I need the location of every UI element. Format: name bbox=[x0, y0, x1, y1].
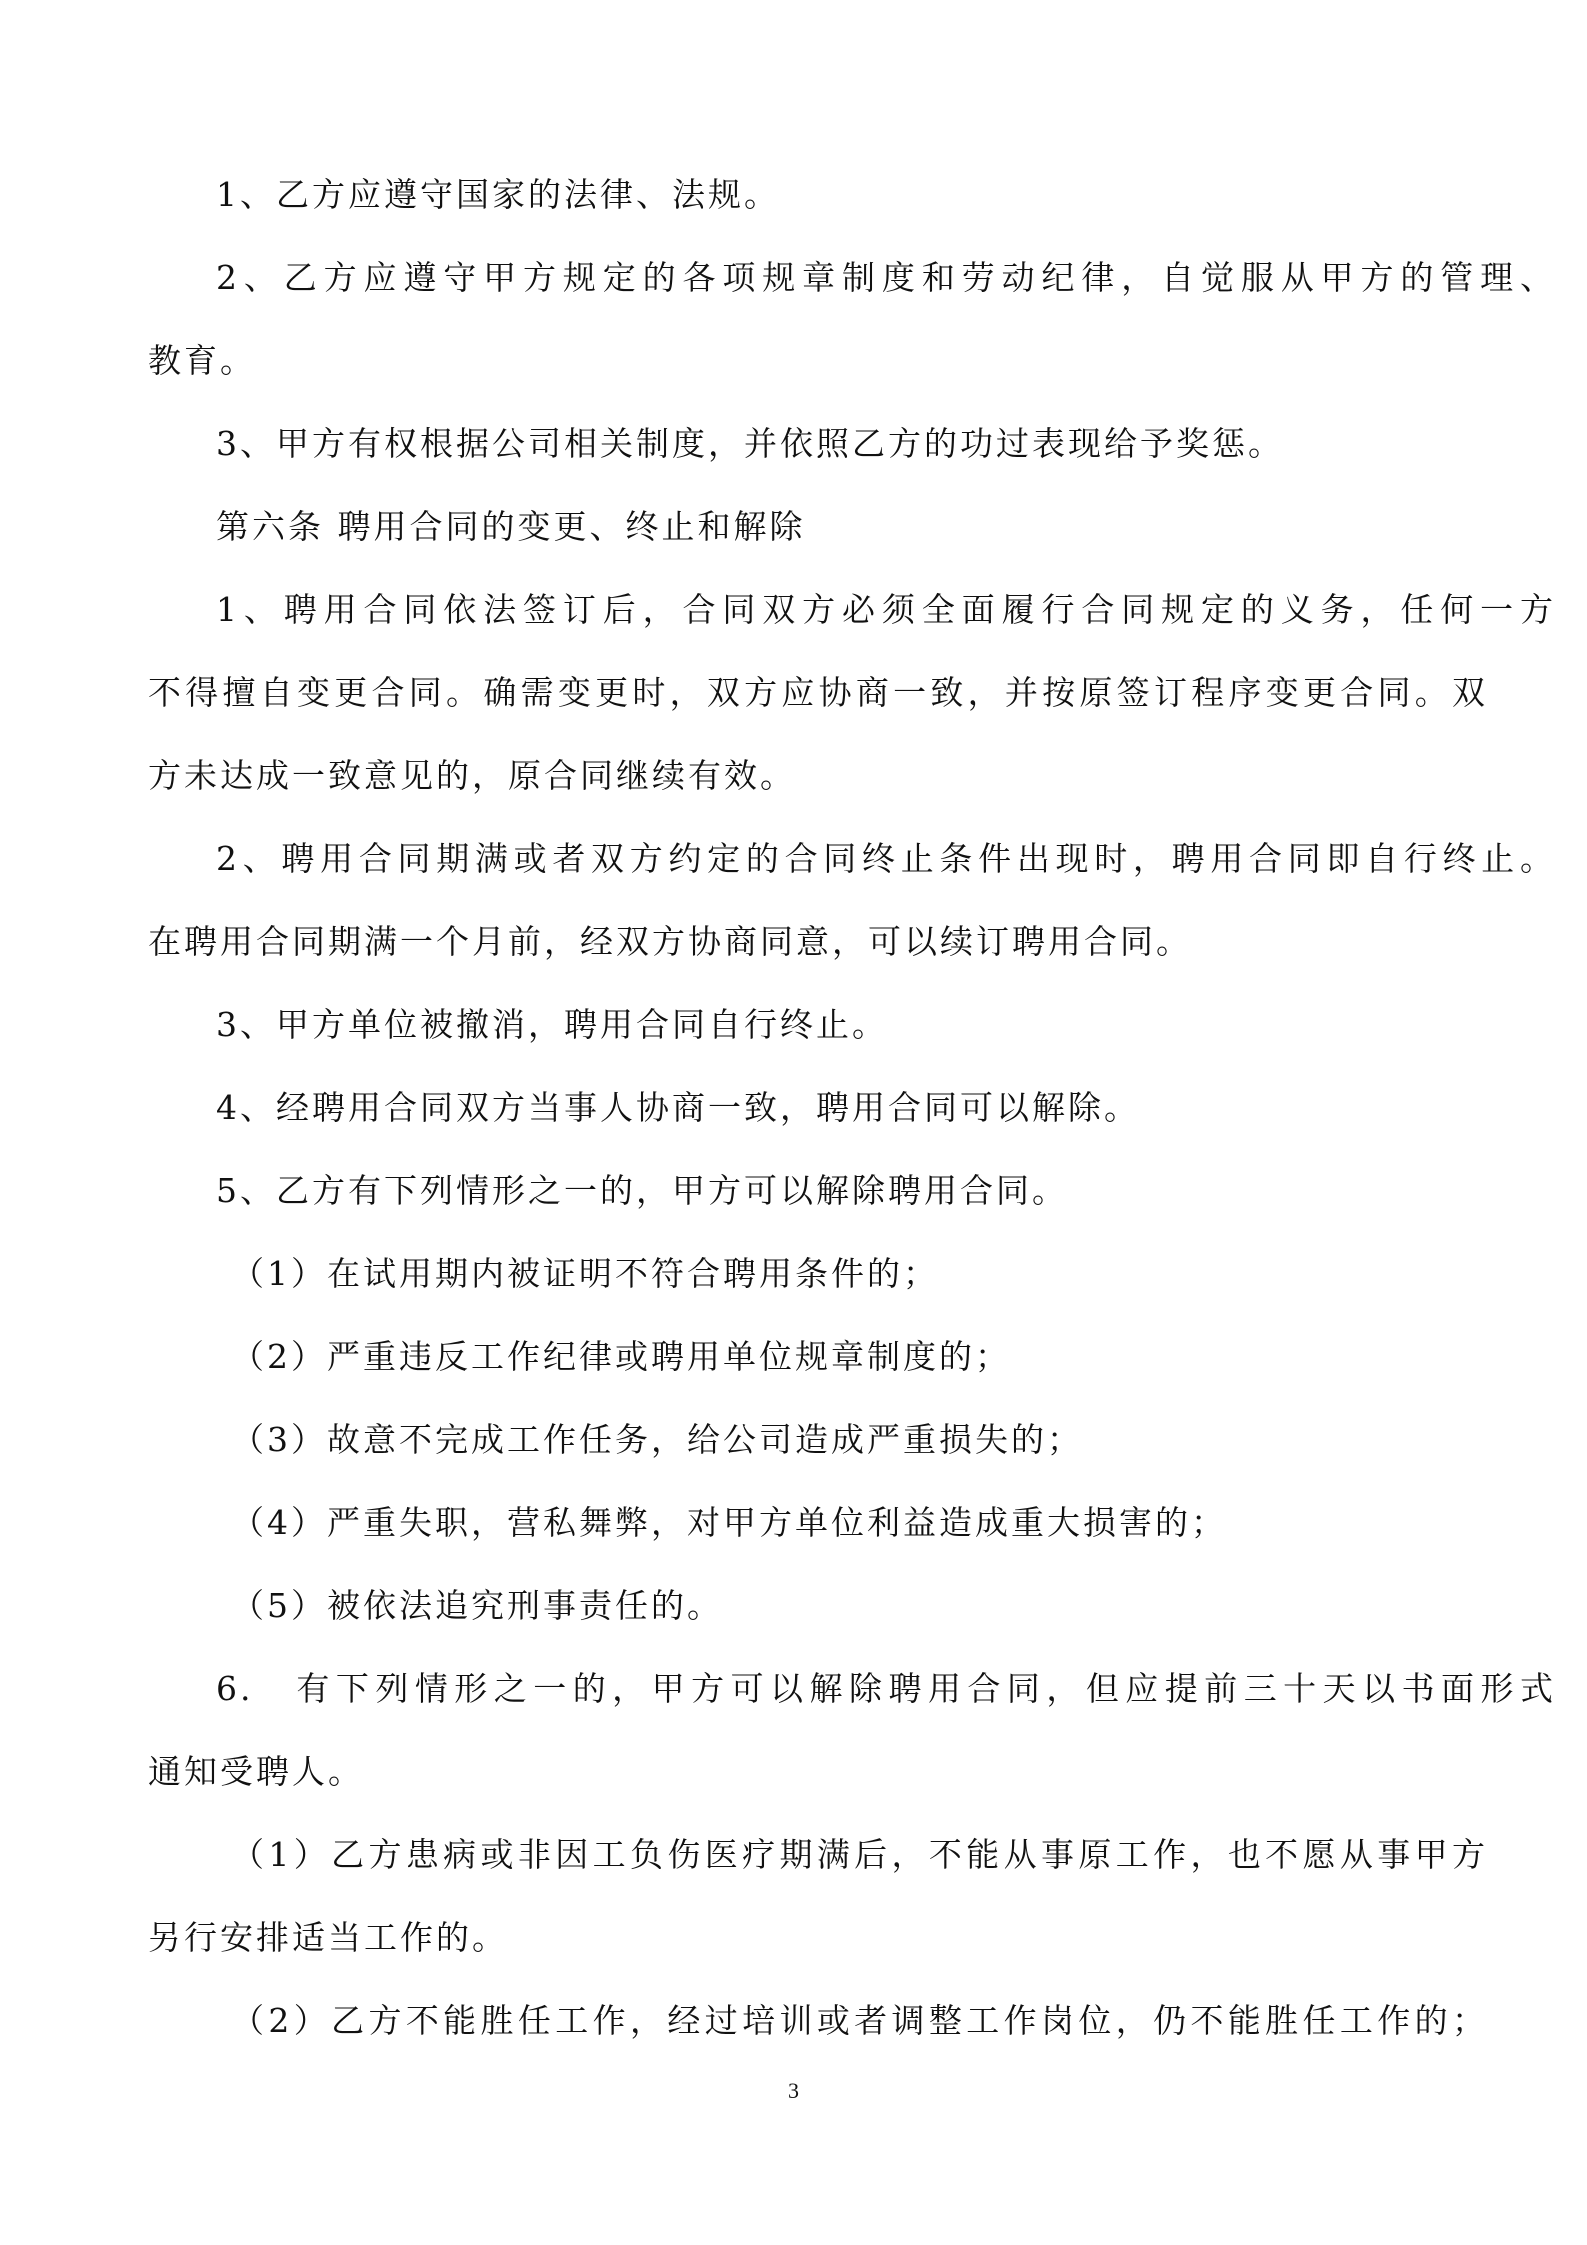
text-line: 通知受聘人。 bbox=[148, 1752, 364, 1791]
list-item: （2）严重违反工作纪律或聘用单位规章制度的； bbox=[231, 1337, 1011, 1376]
text-line: 2、聘用合同期满或者双方约定的合同终止条件出现时，聘用合同即自行终止。 bbox=[216, 839, 1556, 878]
list-item: （4）严重失职，营私舞弊，对甲方单位利益造成重大损害的； bbox=[231, 1503, 1227, 1542]
text-line: 教育。 bbox=[148, 341, 256, 380]
page-number: 3 bbox=[788, 2078, 799, 2103]
text-line: 1、乙方应遵守国家的法律、法规。 bbox=[216, 175, 780, 214]
section-heading: 第六条 聘用合同的变更、终止和解除 bbox=[216, 507, 806, 546]
text-line: 2、乙方应遵守甲方规定的各项规章制度和劳动纪律，自觉服从甲方的管理、 bbox=[216, 258, 1556, 297]
list-item: （3）故意不完成工作任务，给公司造成严重损失的； bbox=[231, 1420, 1083, 1459]
text-line: 3、甲方有权根据公司相关制度，并依照乙方的功过表现给予奖惩。 bbox=[216, 424, 1284, 463]
text-line: 方未达成一致意见的，原合同继续有效。 bbox=[148, 756, 796, 795]
text-line: 另行安排适当工作的。 bbox=[148, 1918, 508, 1957]
text-line: 不得擅自变更合同。确需变更时，双方应协商一致，并按原签订程序变更合同。双 bbox=[148, 673, 1488, 712]
list-item: （1）乙方患病或非因工负伤医疗期满后，不能从事原工作，也不愿从事甲方 bbox=[231, 1835, 1488, 1874]
text-line: 5、乙方有下列情形之一的，甲方可以解除聘用合同。 bbox=[216, 1171, 1068, 1210]
text-line: 1、聘用合同依法签订后，合同双方必须全面履行合同规定的义务，任何一方 bbox=[216, 590, 1556, 629]
list-item: （5）被依法追究刑事责任的。 bbox=[231, 1586, 723, 1625]
text-line: 3、甲方单位被撤消，聘用合同自行终止。 bbox=[216, 1005, 888, 1044]
list-item: （2）乙方不能胜任工作，经过培训或者调整工作岗位，仍不能胜任工作的； bbox=[231, 2001, 1488, 2040]
text-line: 4、经聘用合同双方当事人协商一致，聘用合同可以解除。 bbox=[216, 1088, 1140, 1127]
text-line: 在聘用合同期满一个月前，经双方协商同意，可以续订聘用合同。 bbox=[148, 922, 1192, 961]
text-line: 6. 有下列情形之一的，甲方可以解除聘用合同，但应提前三十天以书面形式 bbox=[216, 1669, 1556, 1708]
list-item: （1）在试用期内被证明不符合聘用条件的； bbox=[231, 1254, 939, 1293]
